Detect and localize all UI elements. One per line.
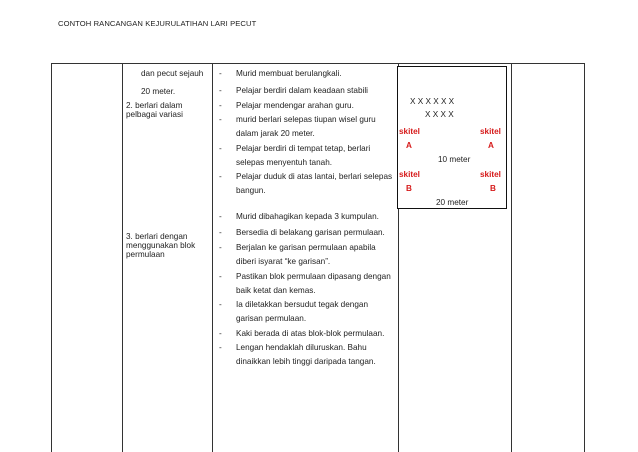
distance-label: 20 meter: [436, 198, 469, 207]
sprint-diagram: [397, 66, 507, 209]
step-title: 2. berlari dalam: [126, 101, 183, 110]
step-title: pelbagai variasi: [126, 110, 183, 119]
skitel-label: skitel: [399, 127, 420, 136]
distance-label: 10 meter: [438, 155, 471, 164]
point-label: A: [406, 141, 412, 150]
skitel-label: skitel: [480, 127, 501, 136]
step-text: 20 meter.: [141, 87, 176, 96]
step-title: menggunakan blok: [126, 241, 196, 250]
point-label: B: [490, 184, 496, 193]
point-label: A: [488, 141, 494, 150]
runner-row: X X X X: [425, 110, 454, 119]
runner-row: X X X X X X: [410, 97, 455, 106]
skitel-label: skitel: [480, 170, 501, 179]
step-title: 3. berlari dengan: [126, 232, 188, 241]
column-divider: [212, 64, 213, 452]
step-text: dan pecut sejauh: [141, 69, 204, 78]
document-header: CONTOH RANCANGAN KEJURULATIHAN LARI PECUT: [58, 19, 257, 28]
step-title: permulaan: [126, 250, 165, 259]
column-divider: [511, 64, 512, 452]
skitel-label: skitel: [399, 170, 420, 179]
column-divider: [122, 64, 123, 452]
point-label: B: [406, 184, 412, 193]
